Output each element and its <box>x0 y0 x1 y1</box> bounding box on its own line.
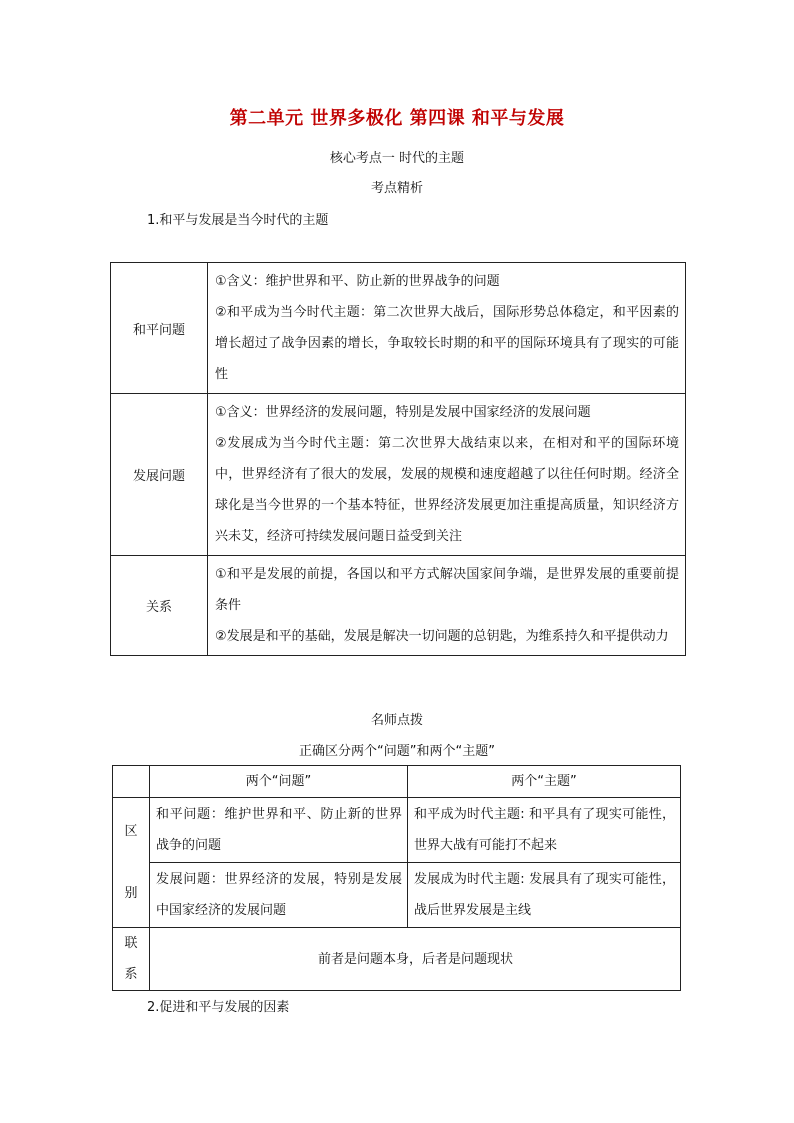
row-content <box>208 556 686 656</box>
content-line: ②发展是和平的基础，发展是解决一切问题的总钥匙，为维系持久和平提供动力 <box>215 629 669 644</box>
content-line: ①和平是发展的前提，各国以和平方式解决国家间争端，是世界发展的重要前提条件 <box>215 567 679 613</box>
corner-cell <box>113 766 150 798</box>
distinction-table <box>112 765 681 991</box>
column-header: 两个“问题” <box>150 766 408 798</box>
content-line: ①含义：维护世界和平、防止新的世界战争的问题 <box>215 274 500 289</box>
content-line: ②发展成为当今时代主题：第二次世界大战结束以来，在相对和平的国际环境中，世界经济有了很大的发展，发展的规模和速度超越了以往任何时期。经济全球化是当今世界的一个基本特征，世界经济发展更加注重提高质量，知识经济方兴未艾，经济可持续发展问题日益受到关注 <box>215 436 679 544</box>
group-label-char: 联 <box>124 936 138 951</box>
theme-table <box>110 262 686 656</box>
group-label <box>113 798 150 928</box>
table-cell: 和平问题：维护世界和平、防止新的世界战争的问题 <box>150 798 408 863</box>
subsection-title: 考点精析 <box>370 181 423 196</box>
row-label: 发展问题 <box>111 394 208 556</box>
group-label <box>113 928 150 991</box>
table-row <box>113 798 681 863</box>
content-line: ①含义：世界经济的发展问题，特别是发展中国家经济的发展问题 <box>215 405 591 420</box>
point-heading-1: 1.和平与发展是当今时代的主题 <box>147 213 329 228</box>
table-header-row <box>113 766 681 798</box>
table-row <box>111 263 686 394</box>
column-header: 两个“主题” <box>408 766 681 798</box>
row-content <box>208 263 686 394</box>
table-cell: 发展成为时代主题: 发展具有了现实可能性，战后世界发展是主线 <box>408 863 681 928</box>
table-row <box>113 863 681 928</box>
row-label: 和平问题 <box>111 263 208 394</box>
tips-subheading: 正确区分两个“问题”和两个“主题” <box>299 744 495 759</box>
table-cell: 和平成为时代主题: 和平具有了现实可能性，世界大战有可能打不起来 <box>408 798 681 863</box>
tips-heading: 名师点拨 <box>370 713 423 728</box>
group-label-char: 别 <box>124 886 138 901</box>
row-content <box>208 394 686 556</box>
section-title: 核心考点一 时代的主题 <box>329 151 465 166</box>
content-line: ②和平成为当今时代主题：第二次世界大战后，国际形势总体稳定，和平因素的增长超过了战争因素的增长，争取较长时期的和平的国际环境具有了现实的可能性 <box>215 305 679 382</box>
group-label-char: 区 <box>124 824 138 839</box>
relation-cell: 前者是问题本身，后者是问题现状 <box>150 928 681 991</box>
table-row <box>111 394 686 556</box>
row-label: 关系 <box>111 556 208 656</box>
group-label-char: 系 <box>124 967 138 982</box>
table-row <box>111 556 686 656</box>
table-row <box>113 928 681 991</box>
point-heading-2: 2.促进和平与发展的因素 <box>147 1000 290 1015</box>
page-title: 第二单元 世界多极化 第四课 和平与发展 <box>229 108 565 129</box>
table-cell: 发展问题：世界经济的发展，特别是发展中国家经济的发展问题 <box>150 863 408 928</box>
